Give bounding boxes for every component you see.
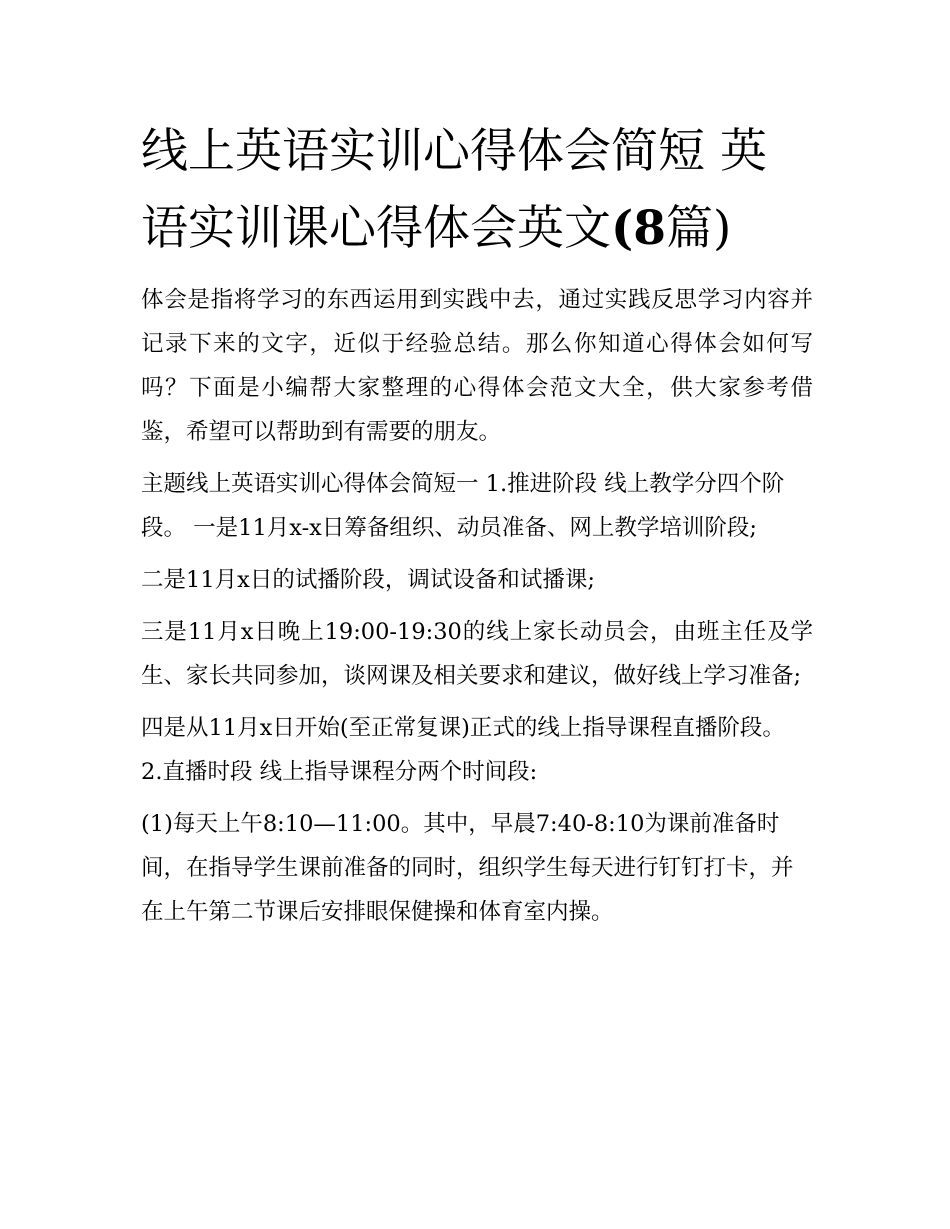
stage-paragraph-4: 四是从11月x日开始(至正常复课)正式的线上指导课程直播阶段。 2.直播时段 线上指导课程分两个时间段: bbox=[141, 715, 785, 785]
document-title: 线上英语实训心得体会简短 英语实训课心得体会英文(8篇) bbox=[141, 124, 767, 256]
schedule-paragraph: (1)每天上午8:10—11:00。其中，早晨7:40-8:10为课前准备时间，在指导学生课前准备的同时，组织学生每天进行钉钉打卡，并在上午第二节课后安排眼保健操和体育室内操。 bbox=[141, 811, 794, 925]
stage-paragraph-1: 主题线上英语实训心得体会简短一 1.推进阶段 线上教学分四个阶段。 一是11月x-x日筹备组织、动员准备、网上教学培训阶段; bbox=[141, 471, 785, 541]
stage-paragraph-3: 三是11月x日晚上19:00-19:30的线上家长动员会，由班主任及学生、家长共同参加，谈网课及相关要求和建议，做好线上学习准备; bbox=[141, 619, 813, 689]
title-count-emphasis: (8 bbox=[611, 201, 666, 256]
stage-paragraph-2: 二是11月x日的试播阶段，调试设备和试播课; bbox=[141, 567, 595, 593]
document-page bbox=[141, 113, 813, 942]
document-body bbox=[141, 278, 813, 934]
intro-paragraph: 体会是指将学习的东西运用到实践中去，通过实践反思学习内容并记录下来的文字，近似于经验总结。那么你知道心得体会如何写吗？下面是小编帮大家整理的心得体会范文大全，供大家参考借鉴，希望可以帮助到有需要的朋友。 bbox=[141, 287, 813, 445]
